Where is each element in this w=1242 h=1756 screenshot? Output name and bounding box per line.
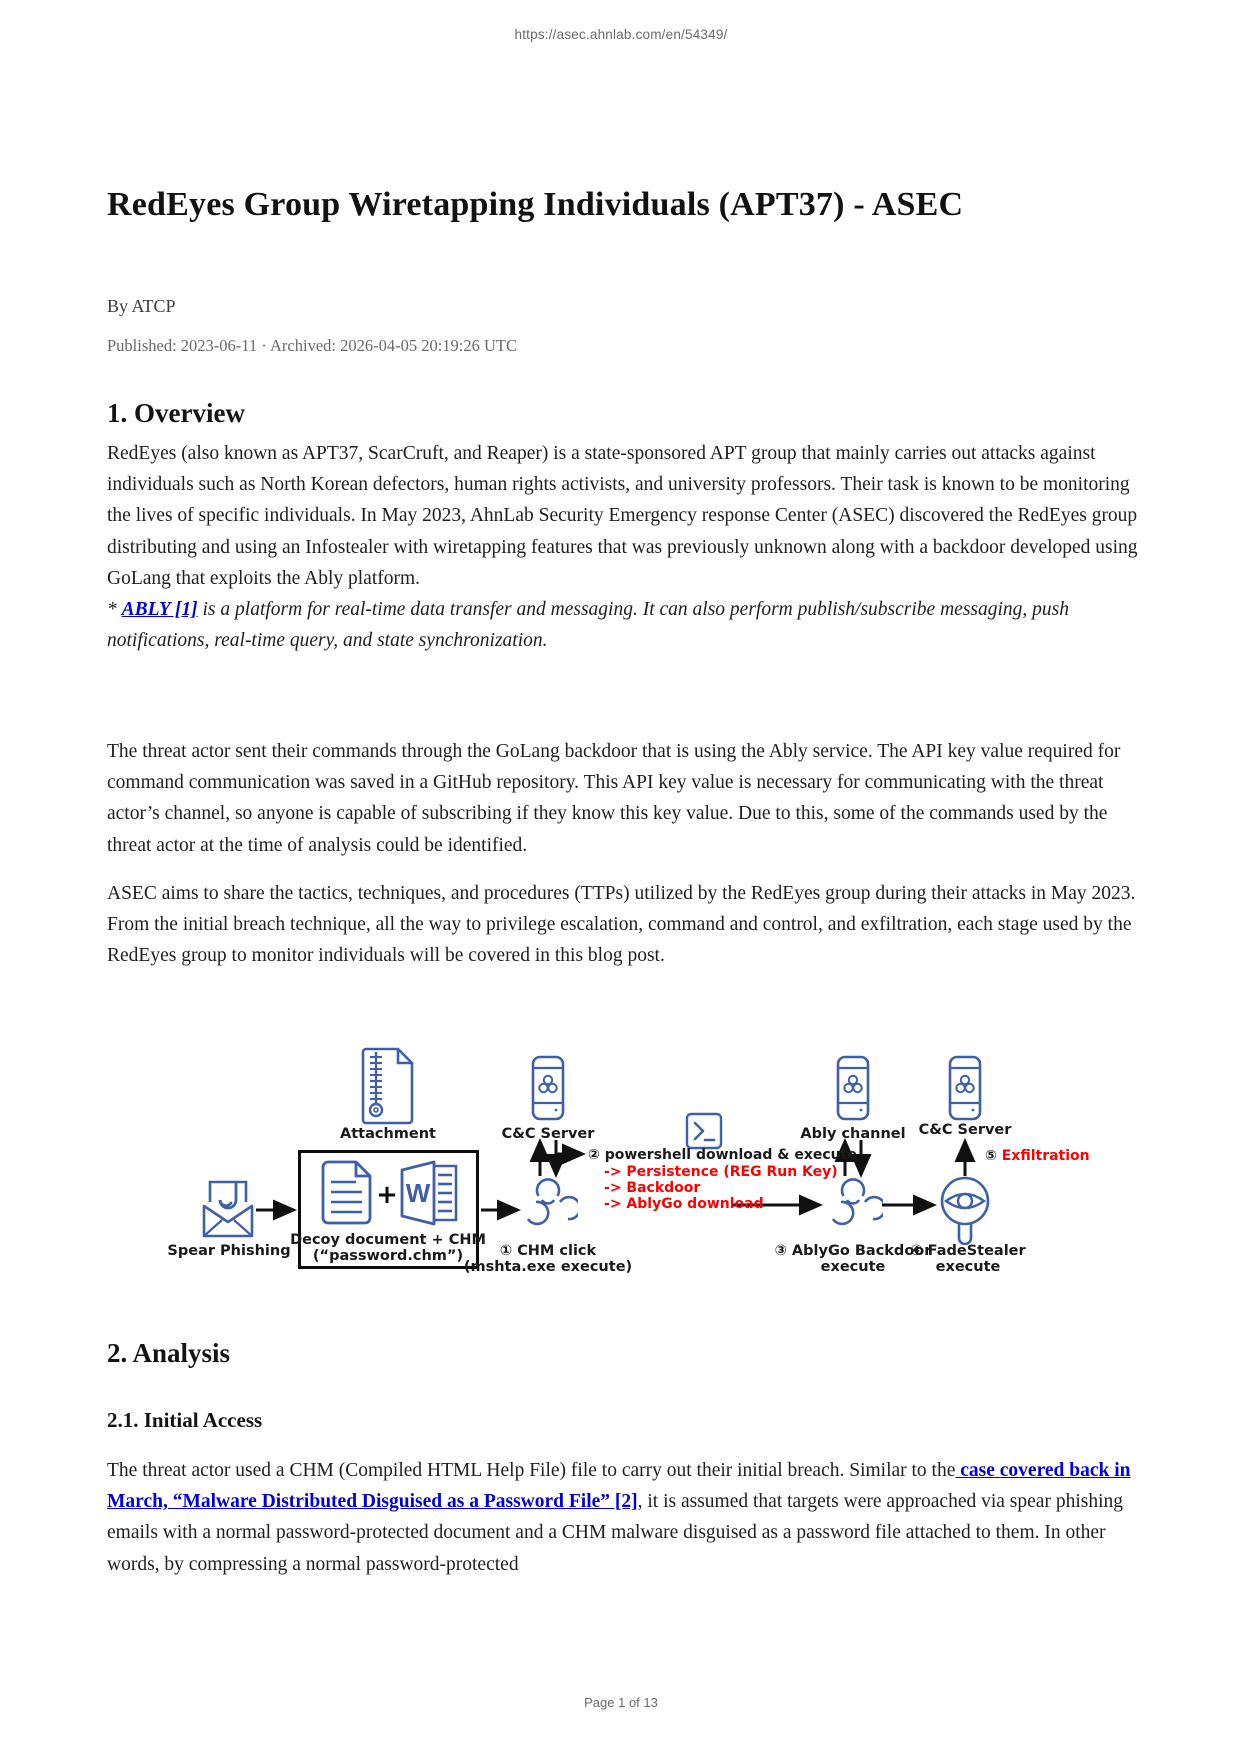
cc-server-label-2: C&C Server: [918, 1122, 1012, 1138]
page-number: Page 1 of 13: [584, 1695, 658, 1710]
ably-reference-link[interactable]: ABLY [1]: [121, 599, 198, 621]
fadestealer-line1: ④ FadeStealer: [910, 1243, 1026, 1259]
publish-meta: Published: 2023-06-11 · Archived: 2026-04-05 20:19:26 UTC: [107, 336, 518, 355]
plus-sign: +: [376, 1180, 398, 1210]
decoy-label-line2: (“password.chm”): [312, 1248, 464, 1264]
ablygo-backdoor-line2: execute: [820, 1259, 886, 1275]
initial-access-text-before: The threat actor used a CHM (Compiled HTML Help File) file to carry out their initial breach. Similar to the: [107, 1460, 956, 1481]
attack-flow-diagram: [167, 1040, 1090, 1295]
page-title: RedEyes Group Wiretapping Individuals (APT37) - ASEC: [107, 186, 964, 223]
heading-initial-access: 2.1. Initial Access: [107, 1408, 263, 1432]
ablygo-download-label: -> AblyGo download: [604, 1196, 764, 1212]
word-chm-icon: [398, 1160, 464, 1226]
heading-analysis: 2. Analysis: [107, 1338, 231, 1368]
exfiltration-label: [985, 1148, 1090, 1164]
exfiltration-number: ⑤: [985, 1148, 1002, 1164]
archived-page-url: https://asec.ahnlab.com/en/54349/: [514, 27, 728, 42]
initial-access-text-after: , it is assumed that targets were approached via spear phishing emails with a normal password-protected document and a CHM malware disguised as a password file attached to them. In other words, by compressing a normal password-protected: [107, 1491, 1124, 1575]
paragraph-text: RedEyes (also known as APT37, ScarCruft, and Reaper) is a state-sponsored APT group that mainly carries out attacks against individuals such as North Korean defectors, human rights activists, and university professors. Their task is known to be monitoring the lives of specific individuals. In May 2023, AhnLab Security Emergency response Center (ASEC) discovered the RedEyes group distributing and using an Infostealer with wiretapping features that was previously unknown along with a backdoor developed using GoLang that exploits the Ably platform.: [107, 443, 1138, 589]
paragraph-overview-2: The threat actor sent their commands through the GoLang backdoor that is using the Ably service. The API key value required for command communication was saved in a GitHub repository. This API key value is necessary for communicating with the threat actor’s channel, so anyone is capable of subscribing if they know this key value. Due to this, some of the commands used by the threat actor at the time of analysis could be identified.: [107, 741, 1121, 856]
powershell-icon: [685, 1112, 723, 1150]
decoy-label: [290, 1232, 486, 1264]
fadestealer-line2: execute: [935, 1259, 1001, 1275]
ablygo-backdoor-line1: ③ AblyGo Backdoor: [774, 1243, 932, 1259]
chm-click-line1: ① CHM click: [499, 1243, 597, 1259]
cc-server-phone-icon-1: [531, 1055, 565, 1121]
paragraph-initial-access: [107, 1455, 1141, 1580]
svg-text:W: W: [405, 1178, 431, 1208]
fadestealer-label: [910, 1243, 1025, 1275]
heading-overview: 1. Overview: [107, 398, 245, 428]
ablygo-backdoor-biohazard-icon: [823, 1178, 883, 1236]
paragraph-overview-1: [107, 438, 1141, 656]
note-prefix: *: [107, 599, 122, 621]
march-case-link[interactable]: case covered back in March, “Malware Distributed Disguised as a Password File” [2]: [107, 1460, 1131, 1513]
spear-phishing-icon: [200, 1178, 260, 1240]
decoy-document-icon: [318, 1160, 378, 1226]
ably-channel-phone-icon: [836, 1055, 870, 1121]
chm-click-line2: (mshta.exe execute): [463, 1259, 633, 1275]
chm-click-label: [464, 1243, 632, 1275]
cc-server-phone-icon-2: [948, 1055, 982, 1121]
note-rest: is a platform for real-time data transfer and messaging. It can also perform publish/subscribe messaging, push notifications, real-time query, and state synchronization.: [107, 599, 1069, 652]
persistence-label: -> Persistence (REG Run Key): [604, 1164, 838, 1180]
cc-server-label-1: C&C Server: [501, 1126, 595, 1142]
fadestealer-eye-icon: [937, 1175, 993, 1245]
decoy-label-line1: Decoy document + CHM: [290, 1232, 486, 1248]
ablygo-backdoor-label: [775, 1243, 932, 1275]
ably-channel-label: Ably channel: [800, 1126, 906, 1142]
powershell-step-label: ② powershell download & execute: [588, 1147, 857, 1163]
paragraph-overview-3: ASEC aims to share the tactics, techniques, and procedures (TTPs) utilized by the RedEyes group during their attacks in May 2023. From the initial breach technique, all the way to privilege escalation, command and control, and exfiltration, each stage used by the RedEyes group to monitor individuals will be covered in this blog post.: [107, 883, 1136, 967]
byline: By ATCP: [107, 296, 176, 316]
ably-note: [107, 599, 1069, 651]
attachment-label: Attachment: [340, 1126, 436, 1142]
zip-attachment-icon: [358, 1046, 418, 1126]
exfiltration-text: Exfiltration: [1001, 1148, 1090, 1164]
backdoor-label: -> Backdoor: [604, 1180, 701, 1196]
spear-phishing-label: Spear Phishing: [167, 1243, 291, 1259]
chm-malware-biohazard-icon: [518, 1178, 578, 1236]
